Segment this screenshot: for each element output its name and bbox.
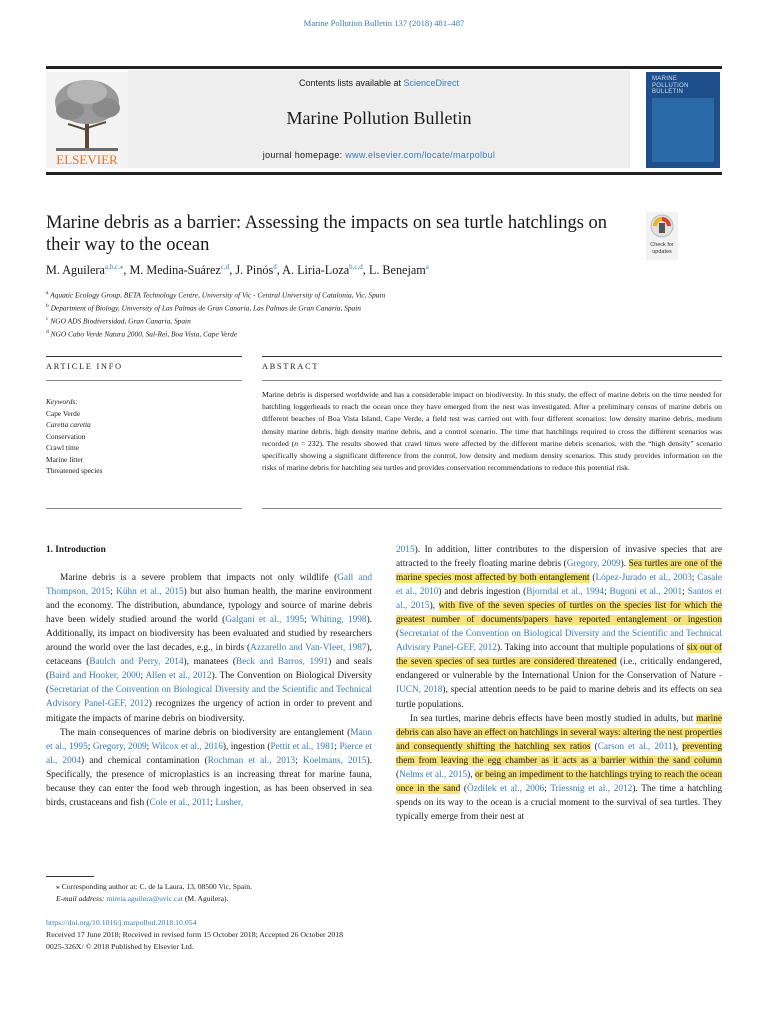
keyword: Marine litter xyxy=(46,454,84,464)
badge-line1: Check for xyxy=(650,242,674,248)
author-name[interactable]: M. Medina-Suárez xyxy=(129,263,221,278)
body-text: ), xyxy=(672,741,683,752)
highlighted-text: six out of the seven species of sea turtles are considered threatened xyxy=(396,643,722,668)
affiliation-text: NGO Cabo Verde Natura 2000, Sal-Rei, Boa Vista, Cape Verde xyxy=(48,329,238,339)
keyword: Crawl time xyxy=(46,443,80,452)
citation-link[interactable]: Lusher, xyxy=(215,797,244,808)
email-link[interactable]: mireia.aguilera@uvic.cat xyxy=(106,894,183,903)
citation-link[interactable]: Mann et al., 1995 xyxy=(46,727,372,752)
body-text: ( xyxy=(589,573,596,584)
elsevier-logo xyxy=(46,72,128,168)
abstract-heading: ABSTRACT xyxy=(262,362,320,371)
body-text: ). Specifically, the presence of microplastics is an increasing threat for marine fauna, because they can enter the food web through ingestion, as has been observed in sea birds, crustaceans and fish ( xyxy=(46,755,372,808)
body-text: ; xyxy=(110,587,117,598)
citation-link[interactable]: Galgani et al., 1995 xyxy=(225,615,305,626)
body-text: ). Taking into account that multiple populations of xyxy=(496,643,687,654)
author-name[interactable]: J. Pinós xyxy=(235,263,274,278)
abstract-top-rule xyxy=(262,356,722,357)
author-name[interactable]: A. Liria-Loza xyxy=(282,263,350,278)
affiliation-marker: c xyxy=(46,315,49,322)
email-label: E-mail address: xyxy=(56,894,107,903)
body-text: The main consequences of marine debris on biodiversity are entanglement ( xyxy=(60,727,351,738)
citation-link[interactable]: Pierce et al., 2004 xyxy=(46,741,372,766)
affiliation-text: Aquatic Ecology Group, BETA Technology Centre, University of Vic - Central University of Catalonia, Vic, Spain xyxy=(48,290,386,300)
body-text: ( xyxy=(396,629,400,640)
body-text: ) and debris ingestion ( xyxy=(438,587,527,598)
homepage-prefix: journal homepage: xyxy=(262,150,346,160)
keyword: Caretta caretta xyxy=(46,420,91,429)
citation-link[interactable]: Casale et al., 2010 xyxy=(396,573,722,598)
article-info-bottom-rule xyxy=(46,508,242,509)
highlighted-text: with five of the seven species of turtles on the species list for which the greatest number of documents/papers have reported entanglement or ingestion xyxy=(396,601,722,626)
article-info-sub-rule xyxy=(46,380,242,381)
cover-image xyxy=(652,98,714,162)
citation-link[interactable]: Wilcox et al., 2016 xyxy=(151,741,223,752)
body-text: ; xyxy=(87,741,93,752)
citation-link[interactable]: Nelms et al., 2015 xyxy=(399,769,468,780)
body-text: ), manatees ( xyxy=(183,657,236,668)
affiliation-text: Department of Biology, University of Las Palmas de Gran Canaria, Las Palmas de Gran Canaria, Spain xyxy=(48,303,362,313)
citation-link[interactable]: Baird and Hooker, 2000 xyxy=(49,671,141,682)
journal-name: Marine Pollution Bulletin xyxy=(286,108,472,128)
abstract-n: n xyxy=(294,438,299,448)
citation-link[interactable]: IUCN, 2018 xyxy=(396,685,443,696)
citation-link[interactable]: Gregory, 2009 xyxy=(92,741,147,752)
affiliation xyxy=(46,288,706,301)
keywords-label: Keywords: xyxy=(46,397,78,406)
article-title: Marine debris as a barrier: Assessing the impacts on sea turtle hatchlings on their way to the ocean xyxy=(46,213,608,255)
journal-citation[interactable]: Marine Pollution Bulletin 137 (2018) 481–487 xyxy=(303,18,465,28)
body-text: ( xyxy=(590,741,598,752)
received-dates: Received 17 June 2018; Received in revised form 15 October 2018; Accepted 26 October 2018 xyxy=(46,929,344,939)
affiliation-marker: b xyxy=(46,302,49,309)
body-text: ). xyxy=(620,559,629,570)
highlighted-text: or being an impediment to the hatchlings trying to reach the ocean once in the sand xyxy=(396,769,722,794)
affiliation xyxy=(46,301,706,314)
body-text: ; xyxy=(304,615,311,626)
paragraph-intro-1 xyxy=(46,571,372,726)
author-name[interactable]: L. Benejam xyxy=(368,263,426,278)
citation-link[interactable]: Santos et al., 2015 xyxy=(396,587,722,612)
keyword: Conservation xyxy=(46,431,86,441)
citation-link[interactable]: Carson et al., 2011 xyxy=(597,741,673,752)
body-text: ). In addition, litter contributes to the dispersion of invasive species that are attracted to the freely floating marine debris ( xyxy=(396,545,722,570)
citation-link[interactable]: Cole et al., 2011 xyxy=(149,797,211,808)
citation-link[interactable]: Kühn et al., 2015 xyxy=(116,587,184,598)
contents-line xyxy=(128,78,630,88)
body-text: ; xyxy=(544,783,551,794)
body-text: ( xyxy=(396,769,400,780)
body-text: In sea turtles, marine debris effects have been mostly studied in adults, but xyxy=(410,713,697,724)
body-text: ). The time a hatchling spends on its way to the ocean is a crucial moment to the survival of sea turtles. They typically emerge from their nest at xyxy=(396,783,723,822)
spacer xyxy=(46,557,372,571)
body-text: ; xyxy=(334,741,340,752)
affiliation-marker: d xyxy=(46,328,49,335)
body-text: (i.e., critically endangered, endangered or vulnerable by the International Union for the Conservation of Nature - xyxy=(396,657,722,682)
citation-link[interactable]: 2015 xyxy=(396,545,415,555)
body-text: ; xyxy=(140,671,146,682)
body-text: ; xyxy=(691,573,698,584)
email-suffix: (M. Aguilera). xyxy=(182,894,229,903)
footnote-rule xyxy=(46,876,94,877)
affiliation xyxy=(46,327,706,340)
article-footer xyxy=(46,917,546,952)
abstract-sub-rule xyxy=(262,380,722,381)
body-text: ; xyxy=(210,797,216,808)
citation-link[interactable]: Bugoni et al., 2001 xyxy=(609,587,683,598)
affiliation-list xyxy=(46,288,706,340)
keyword: Cape Verde xyxy=(46,408,81,418)
check-for-updates-badge[interactable] xyxy=(646,212,678,260)
email-line xyxy=(46,893,366,905)
body-text: ), cetaceans ( xyxy=(46,643,372,668)
author-name[interactable]: M. Aguilera xyxy=(46,263,105,278)
body-text: ; xyxy=(146,741,152,752)
sciencedirect-link[interactable]: ScienceDirect xyxy=(403,78,460,88)
citation-link[interactable]: Whiting, 1998 xyxy=(310,615,367,626)
body-text: ) recognizes the urgency of action in order to prevent and mitigate the impacts of marine debris on biodiversity. xyxy=(46,699,372,724)
citation-link[interactable]: Rochman et al., 2013 xyxy=(207,755,296,766)
body-text: ) and seals ( xyxy=(46,657,372,682)
article-info-heading: ARTICLE INFO xyxy=(46,362,123,371)
citation-link[interactable]: Allen et al., 2012 xyxy=(145,671,212,682)
article-info-top-rule xyxy=(46,356,242,357)
body-text: ), xyxy=(467,769,475,780)
corresponding-author: ⁎ Corresponding author at: C. de la Laura, 13, 08500 Vic, Spain. xyxy=(56,882,252,891)
citation-link[interactable]: Baulch and Perry, 2014 xyxy=(89,657,184,668)
highlighted-text: marine debris can also have an effect on hatchlings in several ways: altering the nest properties and consequently shifting the hatchling sex ratios xyxy=(396,713,722,752)
paragraph-intro-2 xyxy=(46,726,372,810)
body-text: ), ingestion ( xyxy=(222,741,271,752)
body-text: ; xyxy=(295,755,303,766)
author-affiliation-marker[interactable]: a,b,c,⁎ xyxy=(104,263,124,271)
citation-link[interactable]: Secretariat of the Convention on Biological Diversity and the Scientific and Technical Advisory Panel-GEF, 2012 xyxy=(396,629,722,654)
citation-link[interactable]: Secretariat of the Convention on Biological Diversity and the Scientific and Technical Advisory Panel-GEF, 2012 xyxy=(46,685,372,710)
abstract-part2: = 232). The results showed that crawl times were affected by the different marine debris scenarios, with the “high density” scenario specifically showing a significant difference from the control, low density and medium density scenarios. This study provides information on the risks of marine debris for hatchling sea turtles and provides conservation recommendations to reduce this potential risk. xyxy=(262,438,722,473)
homepage-link[interactable]: www.elsevier.com/locate/marpolbul xyxy=(345,150,496,160)
citation-link[interactable]: Koelmans, 2015 xyxy=(302,755,367,766)
cover-title: MARINE POLLUTION BULLETIN xyxy=(652,76,689,95)
author-affiliation-marker[interactable]: c,d xyxy=(220,263,230,271)
keyword: Threatened species xyxy=(46,466,103,475)
body-text: ). Additionally, its impact on biodiversity has been evaluated and studied by researchers around the world over the last decades, e.g., in birds ( xyxy=(46,615,372,654)
left-column xyxy=(46,543,372,810)
body-text: ) and chemical contamination ( xyxy=(81,755,208,766)
paragraph-intro-3 xyxy=(396,543,722,712)
affiliation-marker: a xyxy=(46,290,49,296)
keywords-block xyxy=(46,396,226,477)
abstract-bottom-rule xyxy=(262,508,722,509)
header-top-rule xyxy=(46,66,722,69)
author-affiliation-marker[interactable]: d xyxy=(273,263,277,271)
highlighted-text: preventing them from leaving the egg chamber as it acts as a barrier within the sand column xyxy=(396,741,722,766)
citation-link[interactable]: Gregory, 2009 xyxy=(566,559,621,570)
highlighted-text: Sea turtles are one of the marine species most affected by both entanglement xyxy=(396,559,722,584)
right-column xyxy=(396,543,722,824)
journal-cover-thumbnail xyxy=(646,72,720,168)
body-text: ( xyxy=(460,783,468,794)
author-affiliation-marker[interactable]: a xyxy=(425,263,429,271)
author-affiliation-marker[interactable]: b,c,d xyxy=(349,263,363,271)
body-text: Marine debris is a severe problem that impacts not only wildlife ( xyxy=(60,573,338,584)
abstract-part1: Marine debris is dispersed worldwide and has a considerable impact on biodiversity. In this study, the effect of marine debris on the time needed for hatchling loggerheads to reach the ocean once they have emerged from the nest was investigated. After a preliminary census of marine debris on different beaches of Boa Vista Island, Cape Verde, a field test was carried out with four different scenarios: low density marine debris, medium density marine debris, high density marine debris, and a control scenario. The time that hatchlings required to cross the different scenarios was recorded ( xyxy=(262,390,722,448)
body-text: ; xyxy=(682,587,688,598)
citation-link[interactable]: Özdilek et al., 2006 xyxy=(467,783,545,794)
paragraph-intro-4 xyxy=(396,712,722,824)
citation-link[interactable]: Bjorndal et al., 1994 xyxy=(526,587,605,598)
body-text: ) but also human health, the marine environment and the economy. The distribution, abundance, typology and source of marine debris have been widely studied around the world ( xyxy=(46,587,372,626)
contents-prefix: Contents lists available at xyxy=(298,78,404,88)
citation-link[interactable]: Azzarello and Van-Vleet, 1987 xyxy=(250,643,367,654)
badge-line2: updates xyxy=(652,249,672,255)
abstract-text xyxy=(262,389,722,474)
body-text: ; xyxy=(604,587,610,598)
section-heading-introduction: 1. Introduction xyxy=(46,545,106,555)
body-text: ), special attention needs to be paid to marine debris and its effects on sea turtle populations. xyxy=(396,685,722,710)
body-text: ), xyxy=(429,601,439,612)
homepage-line xyxy=(128,150,630,160)
author-list: M. Aguilera$^{a,b,c,⁎}$, M. Medina-Suárez$^{c,d}$, J. Pinós$^d$, A. Liria-Loza$^{b,c,d}$, L. Benejam$^a$ xyxy=(46,263,429,278)
footnote xyxy=(46,881,366,905)
body-text: ). The Convention on Biological Diversity ( xyxy=(46,671,372,696)
affiliation xyxy=(46,314,706,327)
elsevier-wordmark: ELSEVIER xyxy=(56,152,118,167)
affiliation-text: NGO ADS Biodiversidad, Gran Canaria, Spain xyxy=(48,316,191,326)
citation-link[interactable]: López-Jurado et al., 2003 xyxy=(595,573,692,584)
header-bottom-rule xyxy=(46,172,722,175)
citation-link[interactable]: Pettit et al., 1981 xyxy=(270,741,335,752)
citation-link[interactable]: Gall and Thompson, 2015 xyxy=(46,573,372,598)
doi-link[interactable]: https://doi.org/10.1016/j.marpolbul.2018.10.054 xyxy=(46,918,197,927)
citation-link[interactable]: Beck and Barros, 1991 xyxy=(235,657,329,668)
copyright: 0025-326X/ © 2018 Published by Elsevier Ltd. xyxy=(46,941,194,951)
citation-link[interactable]: Triessnig et al., 2012 xyxy=(550,783,633,794)
